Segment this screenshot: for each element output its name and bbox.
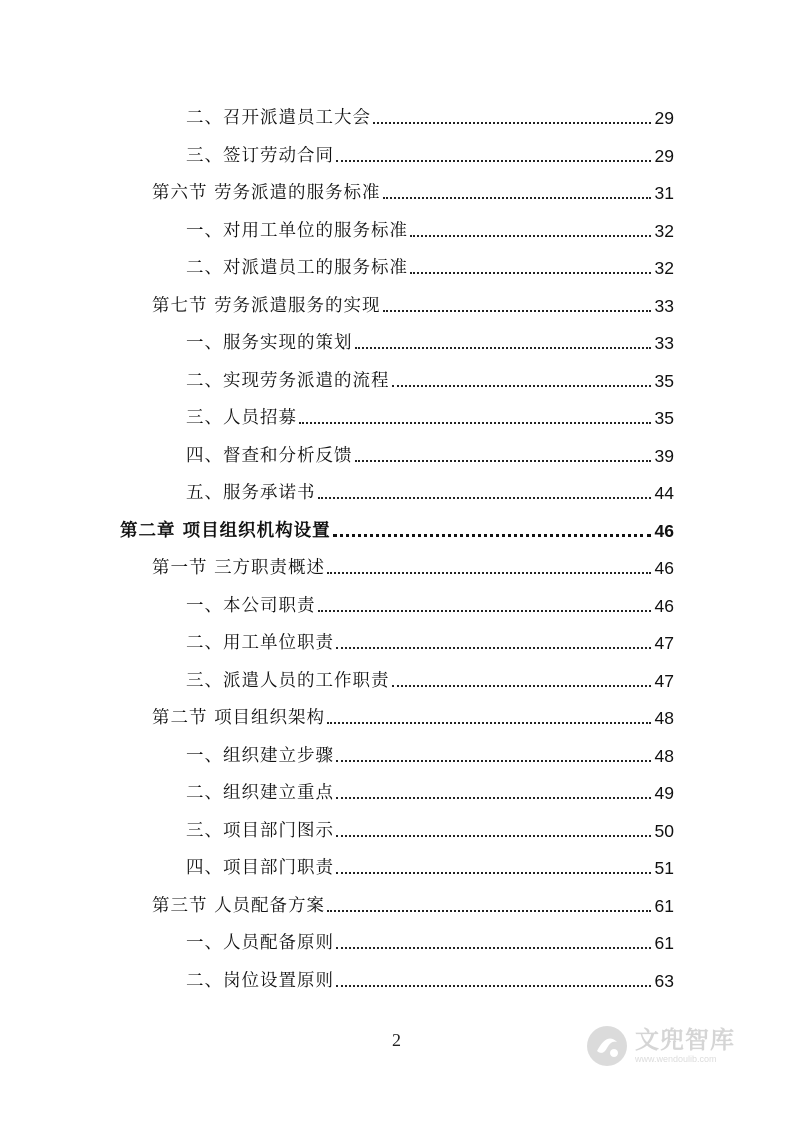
toc-section[interactable] [152, 288, 674, 318]
toc-entry-page: 31 [654, 183, 674, 203]
dot-leader [336, 947, 651, 949]
toc-entry[interactable] [186, 138, 674, 168]
dot-leader [336, 872, 651, 874]
toc-entry[interactable] [186, 850, 674, 880]
dot-leader [355, 347, 651, 349]
watermark-url: www.wendoulib.com [635, 1054, 717, 1064]
toc-entry-page: 48 [654, 708, 674, 728]
dot-leader [336, 160, 651, 162]
toc-entry-page: 29 [654, 108, 674, 128]
toc-entry-title: 二、实现劳务派遣的流程 [186, 370, 390, 391]
toc-entry-title: 三、项目部门图示 [186, 820, 334, 841]
watermark-logo-icon [585, 1024, 629, 1068]
toc-entry-title: 第三节 人员配备方案 [152, 895, 326, 916]
toc-entry[interactable] [186, 438, 674, 468]
toc-entry-title: 第七节 劳务派遣服务的实现 [152, 295, 381, 316]
toc-entry-page: 48 [654, 745, 674, 766]
toc-entry-title: 一、对用工单位的服务标准 [186, 220, 408, 241]
toc-entry-title: 五、服务承诺书 [186, 483, 316, 503]
dot-leader [336, 797, 651, 799]
toc-entry-title: 三、签订劳动合同 [186, 145, 334, 166]
toc-entry-title: 第二节 项目组织架构 [152, 708, 326, 728]
toc-entry-page: 63 [654, 970, 674, 991]
toc-entry[interactable] [186, 963, 674, 993]
toc-entry-page: 33 [654, 295, 674, 316]
toc-entry[interactable] [186, 625, 674, 655]
toc-entry-page: 47 [654, 670, 674, 691]
toc-entry-page: 32 [654, 258, 674, 278]
toc-entry-title: 一、人员配备原则 [186, 933, 334, 953]
toc-entry[interactable] [186, 325, 674, 355]
toc-entry-page: 35 [654, 408, 674, 428]
toc-entry[interactable] [186, 213, 674, 243]
toc-entry-page: 51 [654, 858, 674, 878]
dot-leader [410, 235, 651, 237]
toc-entry-page: 61 [654, 933, 674, 953]
toc-entry-page: 61 [654, 895, 674, 916]
toc-section[interactable] [152, 175, 674, 205]
dot-leader [327, 910, 650, 912]
toc-entry-title: 三、人员招募 [186, 408, 297, 428]
toc-entry[interactable] [186, 363, 674, 393]
toc-entry[interactable] [186, 738, 674, 768]
watermark [585, 1018, 755, 1074]
dot-leader [318, 610, 651, 612]
toc-entry-page: 46 [654, 520, 674, 541]
toc-entry[interactable] [186, 925, 674, 955]
toc-entry[interactable] [186, 100, 674, 130]
toc-entry[interactable] [186, 250, 674, 280]
page-number: 2 [392, 1030, 401, 1050]
toc-entry-page: 44 [654, 483, 674, 503]
dot-leader [299, 422, 651, 424]
toc-entry-title: 四、督查和分析反馈 [186, 445, 353, 466]
toc-entry-page: 50 [654, 820, 674, 841]
toc-entry-title: 二、岗位设置原则 [186, 970, 334, 991]
toc-section[interactable] [152, 888, 674, 918]
toc-entry-title: 二、对派遣员工的服务标准 [186, 258, 408, 278]
toc-entry-title: 一、服务实现的策划 [186, 333, 353, 353]
toc-entry-title: 二、用工单位职责 [186, 633, 334, 653]
dot-leader [355, 460, 651, 462]
toc-entry-page: 49 [654, 783, 674, 803]
dot-leader [336, 985, 651, 987]
toc-section[interactable] [152, 700, 674, 730]
toc-entry-title: 三、派遣人员的工作职责 [186, 670, 390, 691]
toc-entry-page: 46 [654, 558, 674, 578]
dot-leader [392, 685, 651, 687]
toc-entry[interactable] [186, 588, 674, 618]
toc-entry[interactable] [186, 775, 674, 805]
toc-entry[interactable] [186, 400, 674, 430]
toc-entry-title: 第六节 劳务派遣的服务标准 [152, 183, 381, 203]
toc-entry[interactable] [186, 475, 674, 505]
toc-entry[interactable] [186, 663, 674, 693]
dot-leader [336, 835, 651, 837]
toc-section[interactable] [152, 550, 674, 580]
toc-entry-title: 四、项目部门职责 [186, 858, 334, 878]
toc-entry-title: 二、召开派遣员工大会 [186, 108, 371, 128]
dot-leader [383, 310, 651, 312]
toc-entry-title: 一、组织建立步骤 [186, 745, 334, 766]
toc-entry[interactable] [186, 813, 674, 843]
toc-entry-page: 35 [654, 370, 674, 391]
toc-entry-title: 一、本公司职责 [186, 595, 316, 616]
toc-entry-title: 二、组织建立重点 [186, 783, 334, 803]
watermark-name: 文兜智库 [635, 1026, 735, 1054]
dot-leader [333, 534, 651, 537]
toc-entry-page: 46 [654, 595, 674, 616]
dot-leader [373, 122, 651, 124]
toc-entry-title: 第二章 项目组织机构设置 [120, 520, 331, 541]
toc-entry-page: 32 [654, 220, 674, 241]
toc-entry-page: 33 [654, 333, 674, 353]
dot-leader [410, 272, 651, 274]
dot-leader [327, 572, 650, 574]
dot-leader [392, 385, 651, 387]
toc-entry-page: 29 [654, 145, 674, 166]
toc-entry-title: 第一节 三方职责概述 [152, 558, 326, 578]
dot-leader [336, 760, 651, 762]
dot-leader [336, 647, 651, 649]
dot-leader [318, 497, 651, 499]
toc-entry-page: 47 [654, 633, 674, 653]
dot-leader [383, 197, 651, 199]
toc-entry-page: 39 [654, 445, 674, 466]
toc-chapter[interactable] [120, 513, 674, 543]
dot-leader [327, 722, 650, 724]
